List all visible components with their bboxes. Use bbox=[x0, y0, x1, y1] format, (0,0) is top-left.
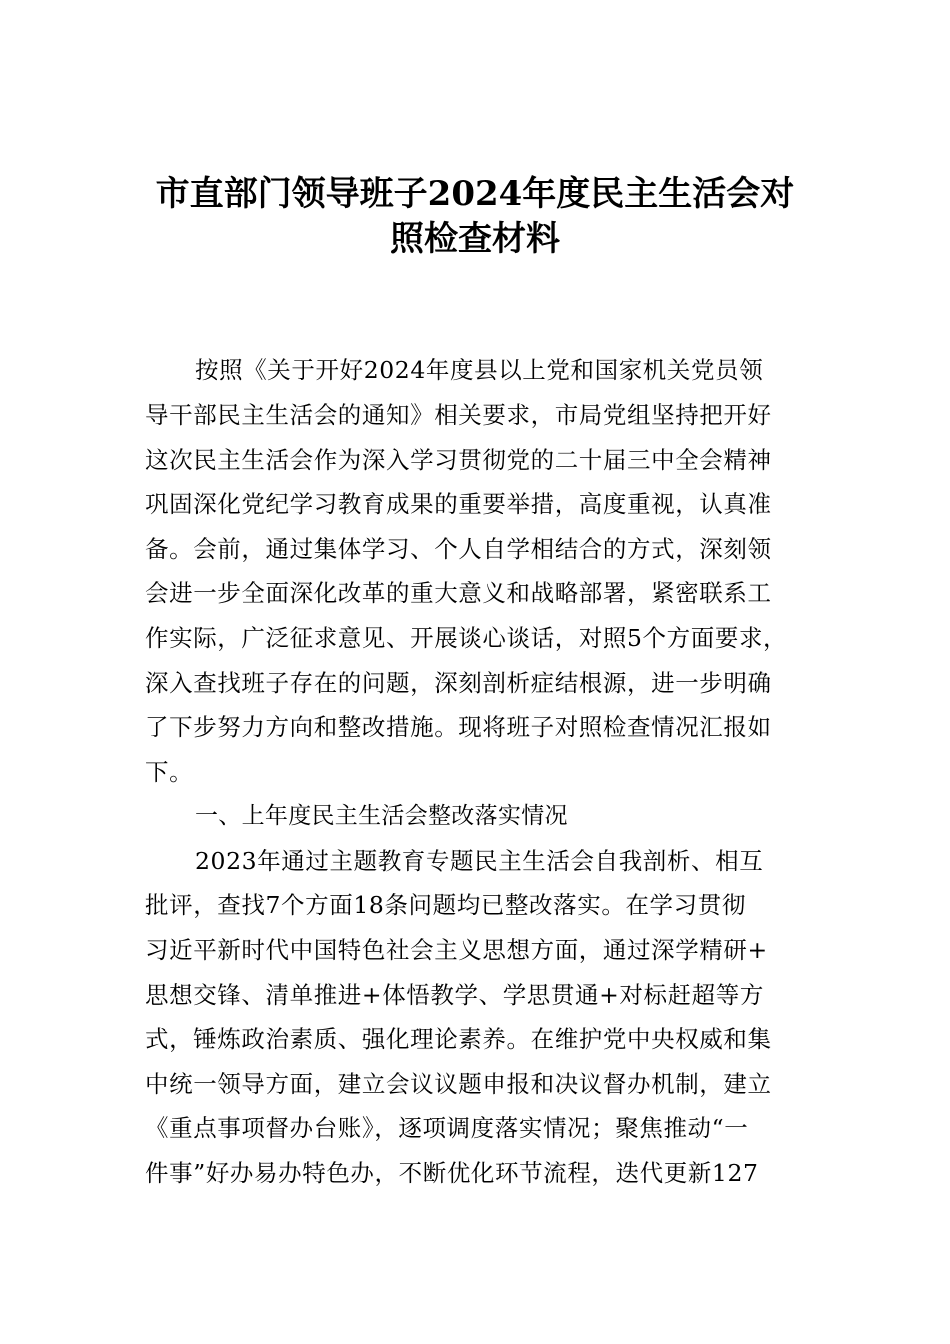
paragraph-line: 思想交锋、清单推进+体悟教学、学思贯通+对标赶超等方 bbox=[145, 981, 764, 1009]
paragraph-line: 导干部民主生活会的通知》相关要求，市局党组坚持把开好 bbox=[145, 401, 772, 429]
paragraph-line: 备。会前，通过集体学习、个人自学相结合的方式，深刻领 bbox=[145, 535, 772, 563]
paragraph-line: 《重点事项督办台账》，逐项调度落实情况；聚焦推动“一 bbox=[145, 1114, 749, 1142]
paragraph-line: 了下步努力方向和整改措施。现将班子对照检查情况汇报如 bbox=[145, 713, 772, 741]
paragraph-line: 巩固深化党纪学习教育成果的重要举措，高度重视，认真准 bbox=[145, 490, 772, 518]
paragraph-line: 习近平新时代中国特色社会主义思想方面，通过深学精研+ bbox=[145, 936, 768, 964]
document-title-line-1: 市直部门领导班子2024年度民主生活会对 bbox=[155, 174, 795, 214]
paragraph-line: 这次民主生活会作为深入学习贯彻党的二十届三中全会精神 bbox=[145, 446, 772, 474]
document-title-line-2: 照检查材料 bbox=[390, 219, 560, 259]
paragraph-line: 会进一步全面深化改革的重大意义和战略部署，紧密联系工 bbox=[145, 579, 772, 607]
paragraph-line: 下。 bbox=[145, 758, 194, 786]
paragraph-line: 件事”好办易办特色办，不断优化环节流程，迭代更新127 bbox=[145, 1159, 759, 1187]
paragraph-line: 批评，查找7个方面18条问题均已整改落实。在学习贯彻 bbox=[145, 891, 746, 919]
section-heading: 一、上年度民主生活会整改落实情况 bbox=[195, 803, 568, 829]
paragraph-line: 中统一领导方面，建立会议议题申报和决议督办机制，建立 bbox=[145, 1070, 772, 1098]
paragraph-line: 式，锤炼政治素质、强化理论素养。在维护党中央权威和集 bbox=[145, 1025, 772, 1053]
paragraph-line: 作实际，广泛征求意见、开展谈心谈话，对照5个方面要求， bbox=[145, 624, 788, 652]
paragraph-line: 深入查找班子存在的问题，深刻剖析症结根源，进一步明确 bbox=[145, 669, 772, 697]
paragraph-line: 2023年通过主题教育专题民主生活会自我剖析、相互 bbox=[195, 847, 764, 875]
paragraph-line: 按照《关于开好2024年度县以上党和国家机关党员领 bbox=[195, 356, 764, 384]
